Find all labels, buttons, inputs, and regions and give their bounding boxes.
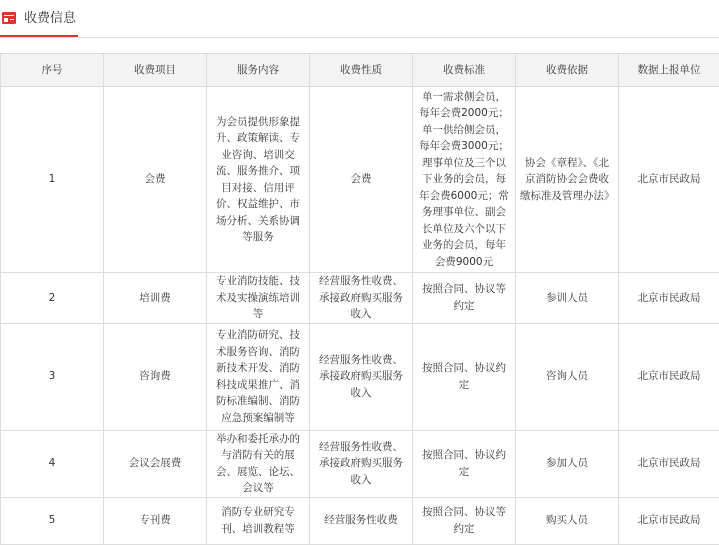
cell-nature: 经营服务性收费、承接政府购买服务收入 xyxy=(310,430,413,497)
cell-no: 5 xyxy=(1,497,104,544)
cell-standard: 按照合同、协议等约定 xyxy=(413,497,516,544)
column-header: 序号 xyxy=(1,54,104,87)
column-header: 数据上报单位 xyxy=(619,54,719,87)
cell-no: 2 xyxy=(1,273,104,324)
cell-item: 专刊费 xyxy=(104,497,207,544)
cell-unit: 北京市民政局 xyxy=(619,497,719,544)
column-header: 服务内容 xyxy=(207,54,310,87)
cell-basis: 参加人员 xyxy=(516,430,619,497)
cell-content: 专业消防技能、技术及实操演练培训等 xyxy=(207,273,310,324)
column-header: 收费标准 xyxy=(413,54,516,87)
fee-table xyxy=(0,53,719,545)
active-tab-underline xyxy=(0,35,78,37)
cell-nature: 经营服务性收费、承接政府购买服务收入 xyxy=(310,323,413,430)
cell-basis: 购买人员 xyxy=(516,497,619,544)
column-header: 收费项目 xyxy=(104,54,207,87)
cell-standard: 单一需求侧会员，每年会费2000元；单一供给侧会员，每年会费3000元；理事单位及三个以下业务的会员，每年会费6000元；常务理事单位、副会长单位及六个以下业务的会员，每年会费9000元 xyxy=(413,87,516,273)
column-header: 收费依据 xyxy=(516,54,619,87)
cell-basis: 参训人员 xyxy=(516,273,619,324)
cell-basis: 协会《章程》、《北京消防协会会费收缴标准及管理办法》 xyxy=(516,87,619,273)
section-title: 收费信息 xyxy=(24,11,76,27)
cell-standard: 按照合同、协议约定 xyxy=(413,323,516,430)
cell-content: 消防专业研究专刊、培训教程等 xyxy=(207,497,310,544)
cell-nature: 会费 xyxy=(310,87,413,273)
table-row xyxy=(1,87,719,273)
cell-item: 培训费 xyxy=(104,273,207,324)
cell-content: 举办和委托承办的与消防有关的展会、展览、论坛、会议等 xyxy=(207,430,310,497)
table-row xyxy=(1,497,719,544)
cell-no: 4 xyxy=(1,430,104,497)
cell-nature: 经营服务性收费 xyxy=(310,497,413,544)
fee-info-icon xyxy=(2,12,16,24)
cell-basis: 咨询人员 xyxy=(516,323,619,430)
cell-standard: 按照合同、协议约定 xyxy=(413,430,516,497)
cell-unit: 北京市民政局 xyxy=(619,87,719,273)
cell-nature: 经营服务性收费、承接政府购买服务收入 xyxy=(310,273,413,324)
cell-no: 1 xyxy=(1,87,104,273)
cell-item: 咨询费 xyxy=(104,323,207,430)
section-header xyxy=(0,0,719,38)
table-row xyxy=(1,430,719,497)
table-row xyxy=(1,323,719,430)
cell-content: 专业消防研究、技术服务咨询、消防新技术开发、消防科技成果推广、消防标准编制、消防应急预案编制等 xyxy=(207,323,310,430)
tab-fee-info[interactable] xyxy=(0,0,78,37)
cell-content: 为会员提供形象提升、政策解读、专业咨询、培训交流、服务推介、项目对接、信用评价、权益维护、市场分析、关系协调等服务 xyxy=(207,87,310,273)
cell-unit: 北京市民政局 xyxy=(619,430,719,497)
cell-unit: 北京市民政局 xyxy=(619,273,719,324)
cell-no: 3 xyxy=(1,323,104,430)
column-header: 收费性质 xyxy=(310,54,413,87)
table-header-row xyxy=(1,54,719,87)
cell-unit: 北京市民政局 xyxy=(619,323,719,430)
cell-standard: 按照合同、协议等约定 xyxy=(413,273,516,324)
table-row xyxy=(1,273,719,324)
cell-item: 会费 xyxy=(104,87,207,273)
cell-item: 会议会展费 xyxy=(104,430,207,497)
